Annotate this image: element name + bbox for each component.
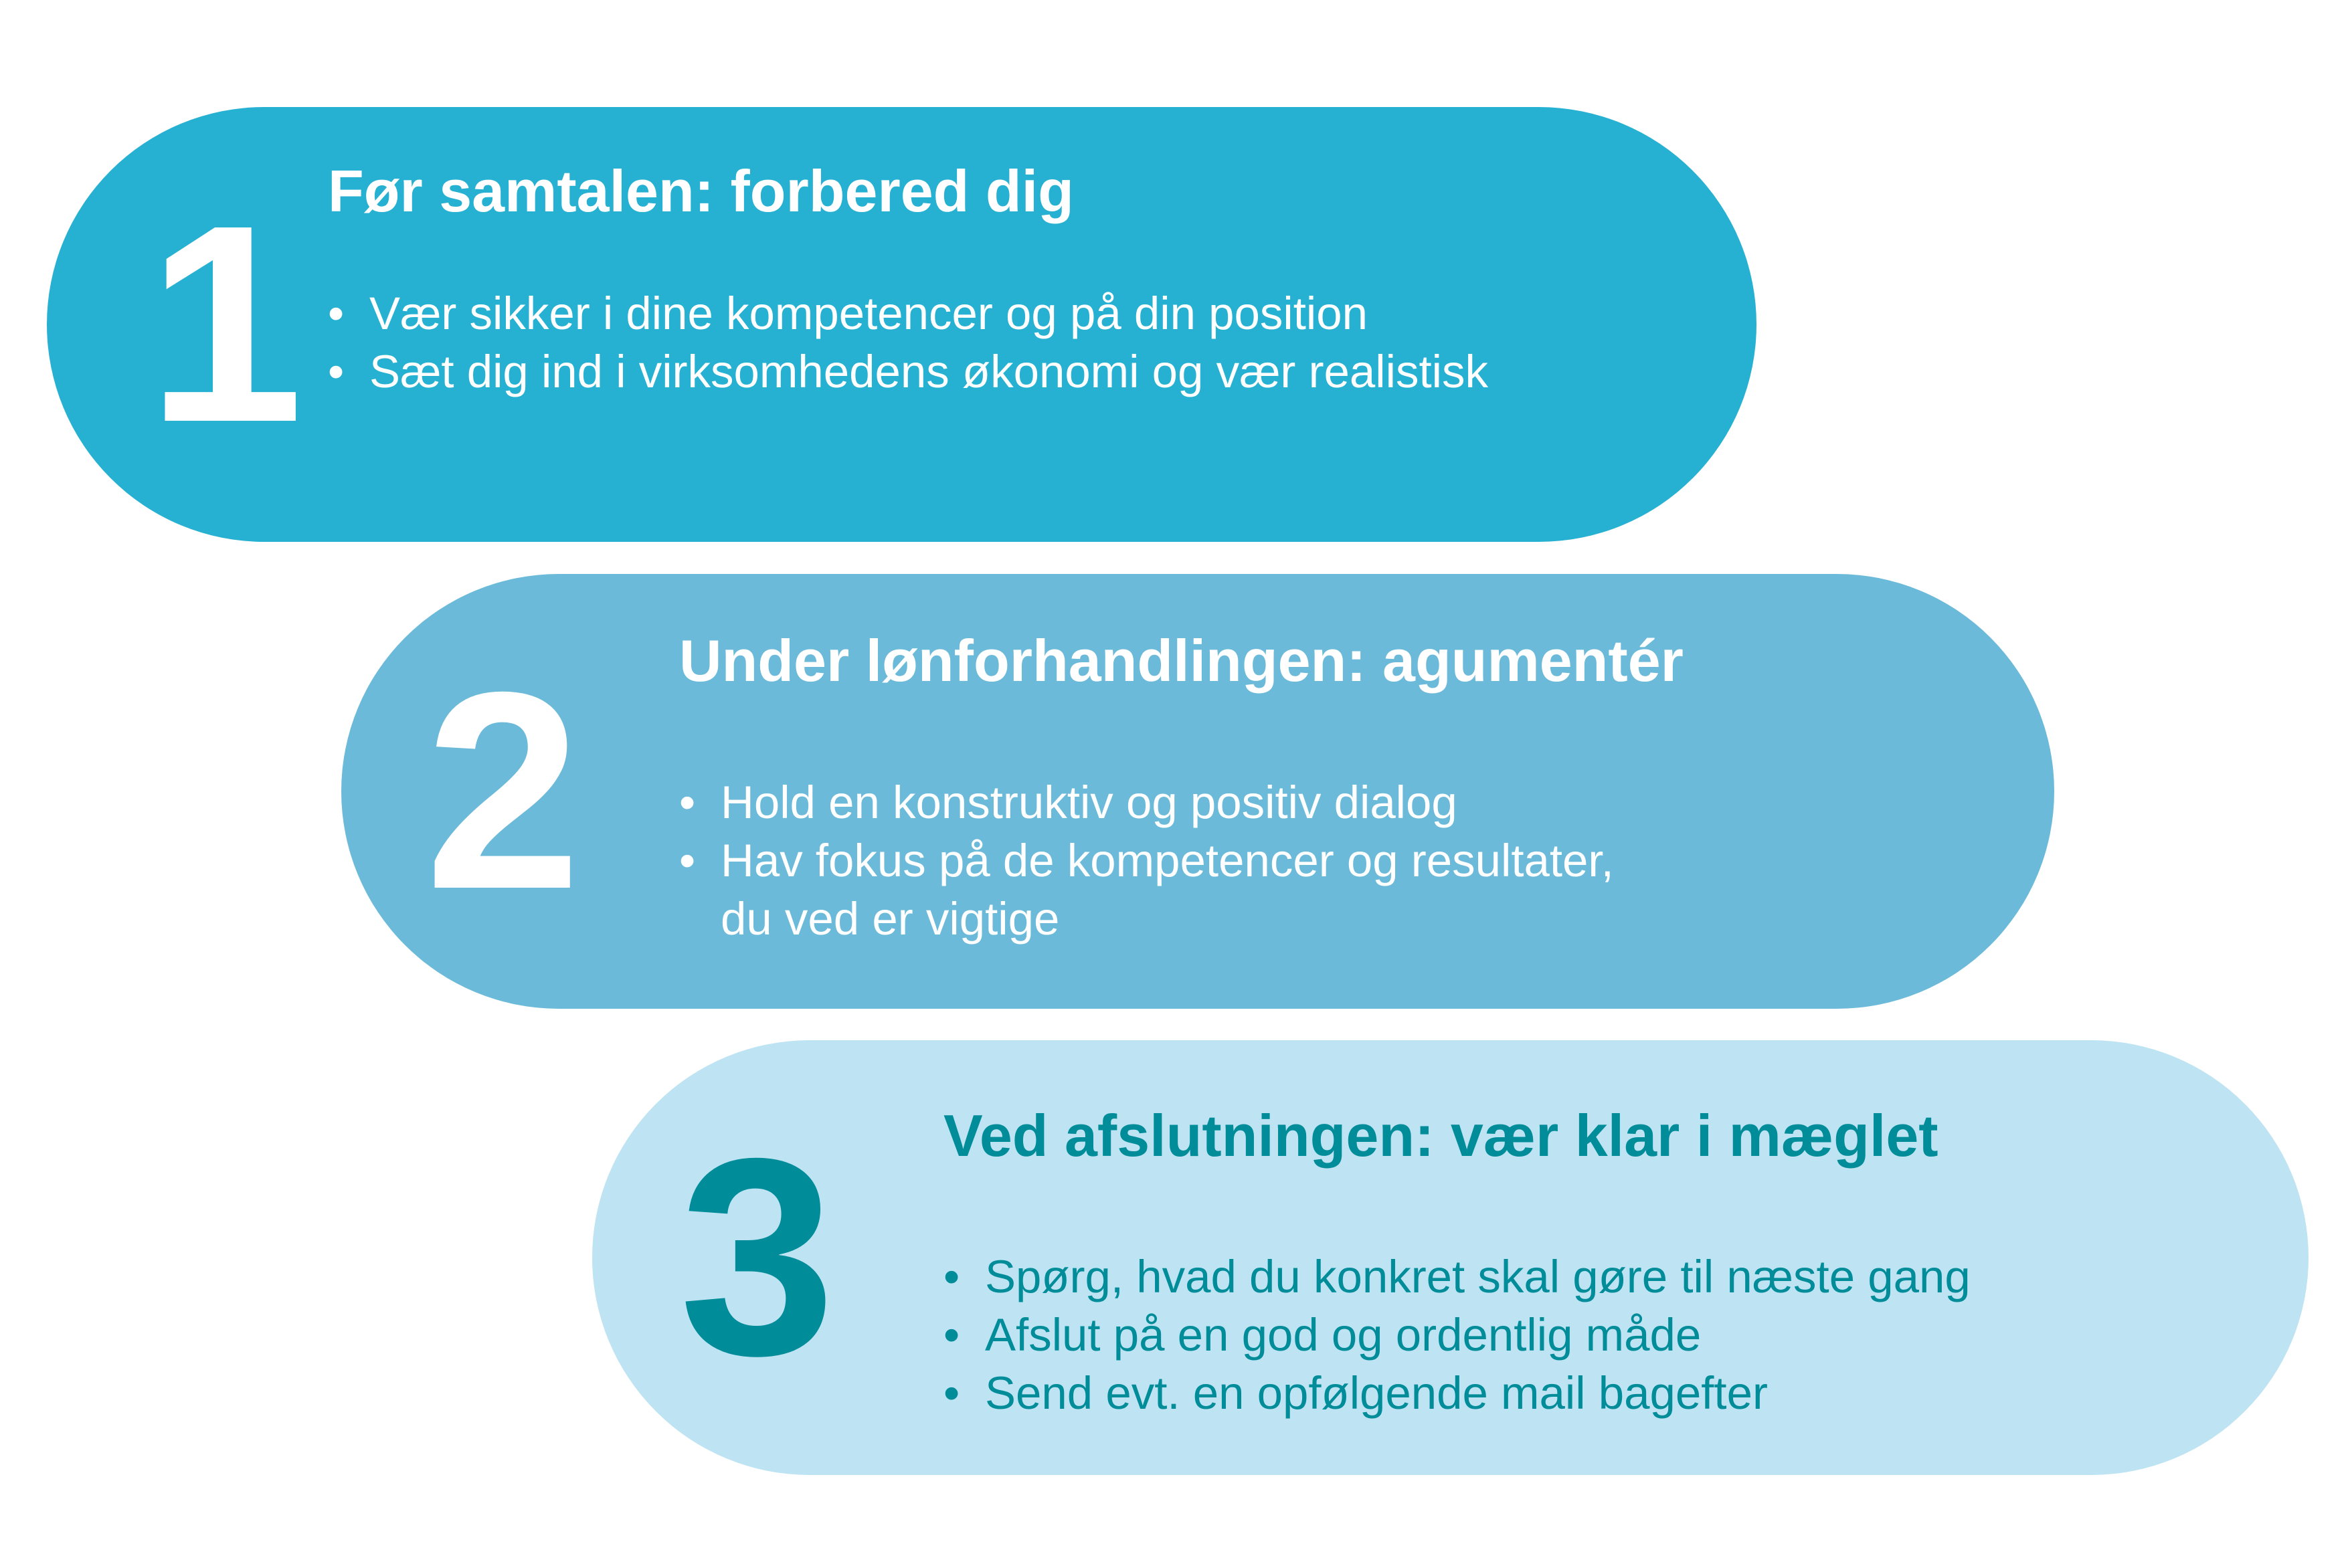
bullet-list	[943, 1248, 1971, 1422]
step-2-pill	[341, 574, 2054, 1009]
bullet-line: • Hav fokus på de kompetencer og resultater,	[721, 835, 1614, 886]
step-1-pill	[47, 107, 1756, 542]
bullet-item: • Vær sikker i dine kompetencer og på din position	[328, 284, 1488, 342]
step-number: 3	[679, 1100, 829, 1414]
step-title: Ved afslutningen: vær klar i mæglet	[943, 1102, 1938, 1169]
bullet-list	[679, 773, 1614, 948]
bullet-item: • Sæt dig ind i virksomhedens økonomi og vær realistisk	[328, 342, 1488, 401]
bullet-item: • Hold en konstruktiv og positiv dialog	[679, 773, 1614, 831]
step-title: Under lønforhandlingen: agumentér	[679, 627, 1684, 694]
step-title: Før samtalen: forbered dig	[328, 158, 1074, 224]
bullet-item: • Spørg, hvad du konkret skal gøre til næste gang	[943, 1248, 1971, 1306]
bullet-list	[328, 284, 1488, 401]
bullet-item: • Send evt. en opfølgende mail bagefter	[943, 1364, 1971, 1422]
bullet-line: du ved er vigtige	[721, 893, 1060, 945]
bullet-item	[679, 831, 1614, 948]
step-3-pill	[592, 1040, 2309, 1475]
bullet-item: • Afslut på en god og ordentlig måde	[943, 1306, 1971, 1364]
step-number: 1	[147, 167, 297, 481]
step-number: 2	[425, 634, 575, 948]
